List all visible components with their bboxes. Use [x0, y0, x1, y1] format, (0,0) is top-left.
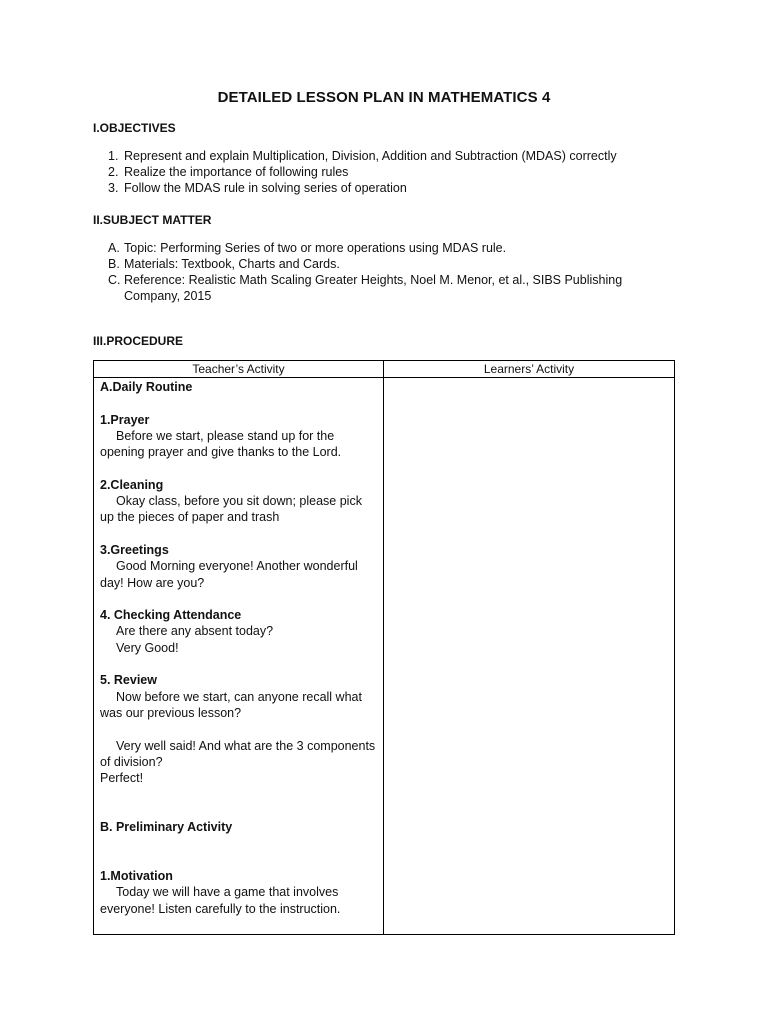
motivation-text: Today we will have a game that involves everyone! Listen carefully to the instruction. [100, 885, 341, 916]
table-header-row [94, 361, 675, 378]
list-marker: 3. [108, 181, 119, 195]
list-item [108, 256, 644, 272]
review-heading: 5. Review [100, 673, 157, 688]
review-response: Perfect! [100, 771, 144, 786]
document-title: DETAILED LESSON PLAN IN MATHEMATICS 4 [217, 89, 551, 106]
greetings-text: Good Morning everyone! Another wonderful day! How are you? [100, 559, 358, 590]
learners-activity-header: Learners’ Activity [384, 361, 675, 378]
learners-activity-cell [384, 378, 675, 935]
list-item-text: Represent and explain Multiplication, Division, Addition and Subtraction (MDAS) correctly [124, 149, 617, 163]
list-item-text: Realize the importance of following rules [124, 165, 349, 179]
list-item-text: Reference: Realistic Math Scaling Greater Heights, Noel M. Menor, et al., SIBS Publishing Company, 2015 [124, 273, 623, 303]
list-item [108, 148, 617, 164]
list-item [108, 180, 617, 196]
teacher-activity-header: Teacher’s Activity [94, 361, 384, 378]
objectives-heading: I.OBJECTIVES [93, 121, 176, 135]
list-item-text: Follow the MDAS rule in solving series of operation [124, 181, 407, 195]
list-item-text: Topic: Performing Series of two or more operations using MDAS rule. [124, 241, 507, 255]
teacher-activity-cell [94, 378, 384, 935]
list-marker: 1. [108, 149, 119, 163]
procedure-table [93, 360, 675, 935]
preliminary-activity-heading: B. Preliminary Activity [100, 820, 233, 835]
greetings-heading: 3.Greetings [100, 542, 169, 557]
procedure-heading: III.PROCEDURE [93, 334, 184, 348]
review-question: Now before we start, can anyone recall what was our previous lesson? [100, 689, 362, 720]
list-item-text: Materials: Textbook, Charts and Cards. [124, 257, 340, 271]
list-item [108, 240, 644, 256]
attendance-response: Very Good! [116, 640, 179, 655]
review-followup: Very well said! And what are the 3 components of division? [100, 738, 376, 769]
daily-routine-heading: A.Daily Routine [100, 380, 193, 394]
prayer-text: Before we start, please stand up for the opening prayer and give thanks to the Lord. [100, 428, 342, 460]
list-item [108, 272, 644, 304]
list-marker: C. [108, 273, 121, 287]
list-marker: A. [108, 241, 120, 255]
list-item [108, 164, 617, 180]
attendance-heading: 4. Checking Attendance [100, 608, 242, 623]
subject-matter-heading: II.SUBJECT MATTER [93, 213, 212, 227]
objectives-list [108, 148, 617, 196]
cleaning-heading: 2.Cleaning [100, 477, 164, 492]
list-marker: 2. [108, 165, 119, 179]
subject-matter-list [108, 240, 644, 304]
attendance-question: Are there any absent today? [116, 624, 274, 639]
table-row [94, 378, 675, 935]
cleaning-text: Okay class, before you sit down; please pick up the pieces of paper and trash [100, 494, 362, 525]
list-marker: B. [108, 257, 120, 271]
prayer-heading: 1.Prayer [100, 412, 150, 427]
motivation-heading: 1.Motivation [100, 868, 173, 883]
